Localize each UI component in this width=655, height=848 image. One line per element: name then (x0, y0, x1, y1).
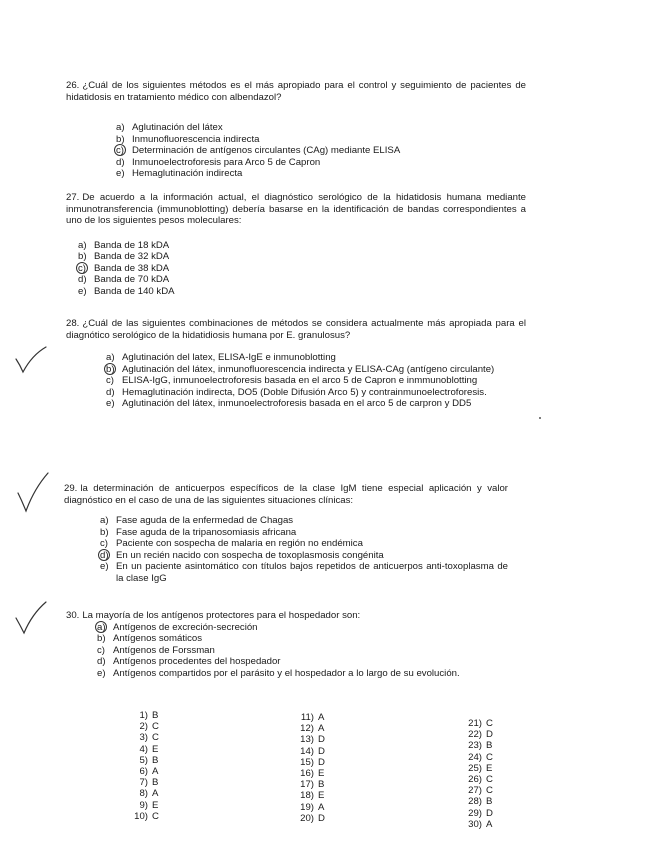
answer-number: 7) (139, 777, 148, 789)
question-text: La mayoría de los antígenos protectores para el hospedador son: (82, 610, 361, 621)
option-text: En un recién nacido con sospecha de toxoplasmosis congénita (116, 549, 384, 561)
answer-number: 30) (468, 818, 482, 830)
option-letter: a) (106, 352, 115, 363)
option-text: ELISA-IgG, inmunoelectroforesis basada en el arco 5 de Capron e inmmunoblotting (122, 375, 478, 386)
answer-row (132, 721, 164, 732)
answer-number: 11) (300, 712, 314, 723)
option-text: Paciente con sospecha de malaria en región no endémica (116, 538, 363, 549)
option-text: En un paciente asintomático con títulos bajos repetidos de anticuerpos anti-toxoplasma de la clase IgG (116, 561, 508, 584)
answer-row (466, 785, 498, 796)
answer-letter: E (318, 790, 325, 802)
checkmark-icon (14, 345, 48, 375)
answer-number: 12) (300, 723, 314, 735)
answer-number: 13) (300, 734, 314, 746)
option-d (97, 656, 502, 668)
answer-row (132, 732, 164, 743)
answer-letter: A (152, 788, 159, 800)
option-text: Banda de 32 kDA (94, 251, 170, 262)
answer-number: 22) (468, 729, 482, 741)
question-27 (66, 192, 526, 297)
answer-letter: C (486, 751, 493, 763)
answer-number: 3) (139, 732, 148, 744)
option-text: Banda de 38 kDA (94, 262, 170, 274)
answer-row (298, 802, 330, 813)
answer-row (466, 774, 498, 785)
answer-number: 23) (468, 740, 482, 752)
options-list (100, 515, 508, 584)
option-text: Fase aguda de la tripanosomiasis africana (116, 526, 297, 538)
answer-letter: A (318, 723, 325, 735)
option-e (97, 668, 502, 680)
option-text: Antígenos compartidos por el parásito y el hospedador a lo largo de su evolución. (113, 667, 460, 679)
answer-number: 14) (300, 745, 314, 757)
answer-number: 29) (468, 807, 482, 819)
options-list (78, 240, 526, 298)
option-text: Antígenos somáticos (113, 633, 203, 644)
option-c (100, 538, 508, 550)
option-letter: a) (78, 239, 87, 251)
answer-letter: E (152, 743, 159, 755)
option-e (116, 168, 526, 180)
option-letter: d) (106, 386, 115, 398)
option-letter: e) (78, 285, 87, 297)
answer-number: 10) (134, 810, 148, 822)
option-b (78, 251, 526, 263)
option-text: Banda de 18 kDA (94, 239, 170, 251)
answer-number: 1) (139, 710, 148, 721)
answer-row (466, 796, 498, 807)
answer-row (132, 766, 164, 777)
option-letter: e) (106, 398, 115, 409)
answer-letter: A (318, 712, 325, 723)
option-letter: d) (78, 274, 87, 285)
option-text: Inmunofluorescencia indirecta (132, 133, 260, 145)
option-d (106, 387, 526, 399)
option-text: Aglutinación del latex, ELISA-IgE e inmunoblotting (122, 352, 336, 363)
answer-row (132, 755, 164, 766)
option-c-selected (116, 145, 526, 157)
option-a (100, 515, 508, 527)
circled-option-letter: a) (97, 622, 113, 634)
answer-key-column-2 (298, 712, 330, 824)
answer-number: 8) (139, 788, 148, 800)
option-letter: e) (116, 168, 125, 179)
option-letter: c) (97, 644, 105, 656)
answer-number: 9) (139, 799, 148, 811)
option-text: Antígenos de excreción-secreción (113, 621, 258, 633)
question-30 (66, 610, 502, 679)
option-text: Antígenos de Forssman (113, 644, 215, 656)
option-letter: b) (100, 526, 109, 538)
question-number: 29. (64, 483, 78, 494)
option-c-selected (78, 263, 526, 275)
option-d-selected (100, 550, 508, 562)
question-number: 30. (66, 610, 80, 621)
answer-letter: D (318, 745, 325, 757)
answer-number: 17) (300, 779, 314, 791)
circled-option-letter: c) (116, 145, 132, 157)
option-text: Aglutinación del látex, inmunofluorescencia indirecta y ELISA-CAg (antígeno circulante) (122, 363, 495, 375)
answer-row (466, 729, 498, 740)
option-text: Banda de 70 kDA (94, 274, 170, 285)
answer-number: 19) (300, 801, 314, 813)
checkmark-icon (16, 471, 50, 515)
answer-row (298, 813, 330, 824)
answer-letter: D (318, 812, 325, 824)
answer-number: 6) (139, 765, 148, 777)
option-e (100, 561, 508, 584)
answer-number: 21) (468, 718, 482, 729)
option-letter: e) (97, 667, 106, 679)
answer-letter: E (318, 767, 325, 779)
option-b (116, 134, 526, 146)
option-text: Hemaglutinación indirecta (132, 168, 243, 179)
answer-letter: B (486, 796, 493, 808)
option-letter: d) (97, 656, 106, 667)
answer-number: 5) (139, 754, 148, 766)
option-letter: b) (116, 133, 125, 145)
answer-row (132, 777, 164, 788)
answer-letter: D (486, 807, 493, 819)
option-text: Aglutinación del látex (132, 122, 223, 133)
answer-letter: D (486, 729, 493, 741)
option-text: Banda de 140 kDA (94, 285, 175, 297)
circled-option-letter: b) (106, 364, 122, 376)
option-a (106, 352, 526, 364)
answer-letter: C (152, 732, 159, 744)
question-28 (66, 318, 526, 410)
answer-letter: B (318, 779, 325, 791)
answer-letter: C (486, 785, 493, 797)
answer-row (466, 819, 498, 830)
answer-letter: B (152, 754, 159, 766)
options-list (106, 352, 526, 410)
answer-row (466, 740, 498, 751)
answer-row (466, 763, 498, 774)
answer-row (298, 790, 330, 801)
answer-number: 25) (468, 762, 482, 774)
answer-row (298, 746, 330, 757)
option-b (97, 633, 502, 645)
option-text: Antígenos procedentes del hospedador (113, 656, 281, 667)
option-a (78, 240, 526, 252)
option-a-selected (97, 622, 502, 634)
answer-row (132, 788, 164, 799)
option-e (106, 398, 526, 410)
options-list (97, 622, 502, 680)
option-letter: a) (116, 122, 125, 133)
answer-number: 27) (468, 785, 482, 797)
option-a (116, 122, 526, 134)
answer-letter: A (152, 765, 159, 777)
answer-number: 15) (300, 756, 314, 768)
option-letter: c) (106, 375, 114, 386)
option-e (78, 286, 526, 298)
answer-row (298, 723, 330, 734)
answer-number: 24) (468, 751, 482, 763)
question-number: 26. (66, 80, 80, 91)
answer-row (132, 800, 164, 811)
answer-number: 18) (300, 790, 314, 802)
option-letter: d) (116, 156, 125, 168)
answer-row (466, 808, 498, 819)
option-letter: e) (100, 561, 109, 572)
answer-letter: D (318, 756, 325, 768)
circled-option-letter: c) (78, 263, 94, 275)
answer-letter: E (152, 799, 159, 811)
answer-letter: D (318, 734, 325, 746)
option-b (100, 527, 508, 539)
answer-row (466, 718, 498, 729)
answer-row (298, 779, 330, 790)
option-letter: b) (78, 251, 87, 262)
answer-row (298, 712, 330, 723)
answer-letter: C (486, 773, 493, 785)
answer-row (298, 768, 330, 779)
answer-row (298, 757, 330, 768)
answer-letter: B (152, 710, 159, 721)
question-text: De acuerdo a la información actual, el diagnóstico serológico de la hidatidosis humana mediante inmunotransferencia (immunoblotting) debería basarse en la identificación de bandas correspondientes a uno de los siguientes pesos moleculares: (66, 192, 526, 226)
answer-letter: C (152, 721, 159, 733)
answer-number: 16) (300, 767, 314, 779)
answer-letter: A (318, 801, 325, 813)
question-26 (66, 80, 526, 180)
stray-mark (539, 417, 541, 419)
question-text: ¿Cuál de las siguientes combinaciones de métodos se considera actualmente más apropiada para el diagnótico serológico de la hidatidiosis humana por E. granulosus? (66, 318, 526, 341)
answer-letter: E (486, 762, 493, 774)
option-text: Inmunoelectroforesis para Arco 5 de Capron (132, 156, 321, 168)
answer-key-column-3 (466, 718, 498, 830)
answer-row (132, 744, 164, 755)
answer-letter: C (486, 718, 493, 729)
answer-letter: A (486, 818, 493, 830)
options-list (116, 122, 526, 180)
answer-number: 26) (468, 773, 482, 785)
answer-row (298, 734, 330, 745)
answer-number: 4) (139, 743, 148, 755)
option-text: Fase aguda de la enfermedad de Chagas (116, 515, 294, 526)
answer-number: 20) (300, 812, 314, 824)
option-d (78, 274, 526, 286)
question-text: la determinación de anticuerpos específicos de la clase IgM tiene especial aplicación y valor diagnóstico en el caso de una de las siguientes situaciones clínicas: (64, 483, 508, 506)
circled-option-letter: d) (100, 550, 116, 562)
option-text: Hemaglutinación indirecta, DO5 (Doble Difusión Arco 5) y contrainmunoelectroforesis. (122, 386, 487, 398)
answer-letter: B (152, 777, 159, 789)
question-number: 28. (66, 318, 80, 329)
answer-number: 2) (139, 721, 148, 733)
checkmark-icon (14, 600, 48, 636)
question-29 (64, 483, 508, 584)
option-c (97, 645, 502, 657)
answer-row (132, 710, 164, 721)
question-number: 27. (66, 192, 80, 203)
option-b-selected (106, 364, 526, 376)
answer-letter: C (152, 810, 159, 822)
option-d (116, 157, 526, 169)
option-text: Aglutinación del látex, inmunoelectroforesis basada en el arco 5 de carpron y DD5 (122, 398, 472, 409)
question-text: ¿Cuál de los siguientes métodos es el más apropiado para el control y seguimiento de pacientes de hidatidosis en tratamiento médico con albendazol? (66, 80, 526, 103)
answer-letter: B (486, 740, 493, 752)
answer-row (132, 811, 164, 822)
answer-key-column-1 (132, 710, 164, 822)
option-letter: c) (100, 538, 108, 549)
option-c (106, 375, 526, 387)
option-letter: b) (97, 633, 106, 644)
option-text: Determinación de antígenos circulantes (CAg) mediante ELISA (132, 145, 401, 156)
option-letter: a) (100, 515, 109, 526)
answer-number: 28) (468, 796, 482, 808)
answer-row (466, 752, 498, 763)
